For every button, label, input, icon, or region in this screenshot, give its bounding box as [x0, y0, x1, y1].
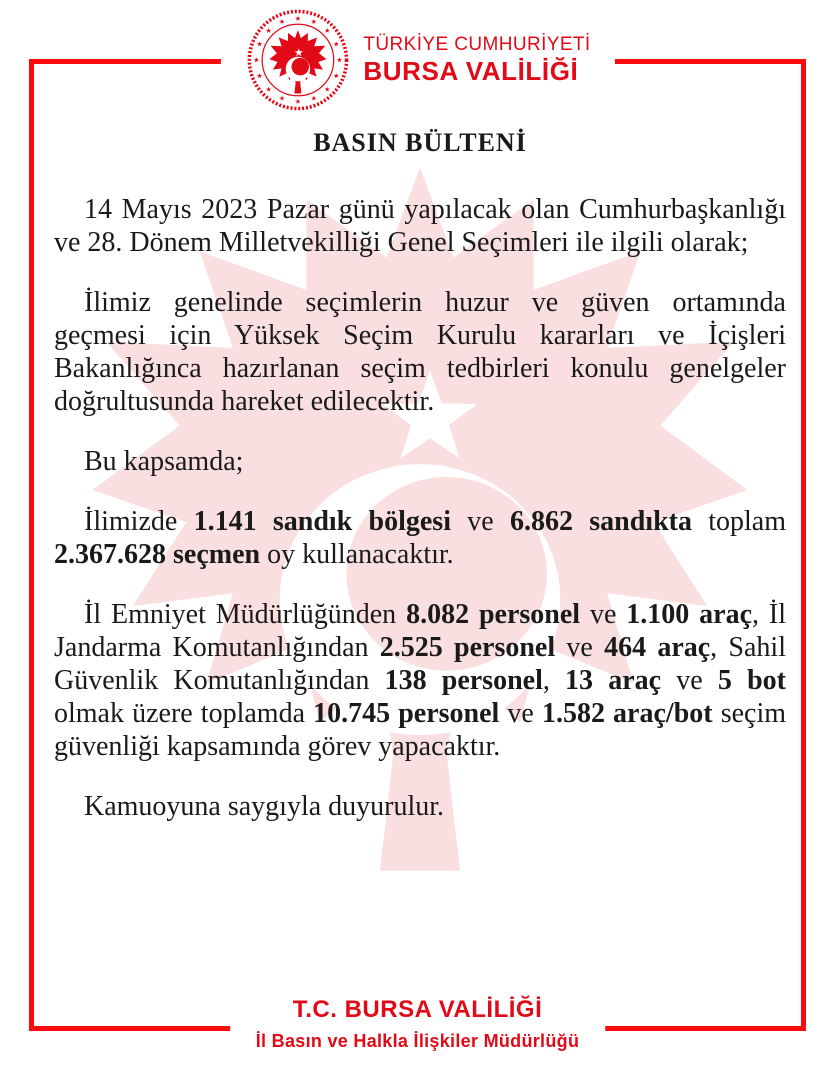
- letterhead-country: TÜRKİYE CUMHURİYETİ: [363, 34, 591, 55]
- paragraph-bold-run: 138 personel: [384, 665, 543, 696]
- paragraph-bold-run: 13 araç: [565, 665, 662, 696]
- paragraph-run: toplam: [691, 506, 787, 537]
- paragraph: [54, 790, 786, 823]
- letterhead-office: BURSA VALİLİĞİ: [363, 56, 579, 86]
- paragraph-bold-run: 1.100 araç: [626, 599, 753, 630]
- paragraph-run: Bu kapsamda;: [84, 446, 244, 477]
- footer-signature: [230, 996, 606, 1052]
- paragraph-bold-run: 2.367.628 seçmen: [54, 539, 261, 570]
- paragraph: [54, 445, 786, 478]
- paragraph: [54, 286, 786, 418]
- footer-office: T.C. BURSA VALİLİĞİ: [292, 996, 543, 1023]
- body-paragraphs: [54, 193, 786, 823]
- paragraph: [54, 598, 786, 763]
- document-title: BASIN BÜLTENİ: [313, 128, 527, 157]
- paragraph-bold-run: 8.082 personel: [406, 599, 581, 630]
- paragraph-run: 14 Mayıs 2023 Pazar günü yapılacak olan Cumhurbaşkanlığı ve 28. Dönem Milletvekilliği Genel Seçimleri ile ilgili olarak;: [54, 194, 786, 258]
- paragraph-bold-run: 1.582 araç/bot: [541, 698, 713, 729]
- paragraph-bold-run: 464 araç: [604, 632, 711, 663]
- paragraph-bold-run: 1.141 sandık bölgesi: [193, 506, 451, 537]
- paragraph-run: ve: [661, 665, 718, 696]
- document-body: [54, 126, 786, 850]
- paragraph-run: oy kullanacaktır.: [260, 539, 454, 570]
- paragraph-run: Kamuoyuna saygıyla duyurulur.: [84, 791, 445, 822]
- paragraph-run: ve: [580, 599, 627, 630]
- paragraph-run: olmak üzere toplamda: [54, 698, 314, 729]
- letterhead: [220, 4, 614, 116]
- paragraph-run: ve: [499, 698, 542, 729]
- letterhead-text: [363, 34, 590, 86]
- paragraph-run: İlimiz genelinde seçimlerin huzur ve güven ortamında geçmesi için Yüksek Seçim Kurulu kararları ve İçişleri Bakanlığınca hazırlanan seçim tedbirleri konulu genelgeler doğrultusunda hareket edilecektir.: [54, 287, 786, 417]
- paragraph: [54, 505, 786, 571]
- paragraph-bold-run: 6.862 sandıkta: [509, 506, 692, 537]
- paragraph-run: İlimizde: [84, 506, 194, 537]
- tc-government-emblem-icon: [244, 7, 350, 113]
- paragraph: [54, 193, 786, 259]
- paragraph-run: İl Emniyet Müdürlüğünden: [84, 599, 407, 630]
- paragraph-run: ve: [450, 506, 510, 537]
- footer-department: İl Basın ve Halkla İlişkiler Müdürlüğü: [255, 1031, 580, 1051]
- paragraph-run: ve: [555, 632, 605, 663]
- paragraph-bold-run: 10.745 personel: [313, 698, 500, 729]
- paragraph-bold-run: 5 bot: [717, 665, 786, 696]
- paragraph-run: , Sahil Güvenlik Komutanlığından: [54, 632, 786, 696]
- paragraph-run: , İl Jandarma Komutanlığından: [54, 599, 787, 663]
- paragraph-run: ,: [542, 665, 566, 696]
- paragraph-run: seçim güvenliği kapsamında görev yapacaktır.: [54, 698, 787, 762]
- paragraph-bold-run: 2.525 personel: [379, 632, 556, 663]
